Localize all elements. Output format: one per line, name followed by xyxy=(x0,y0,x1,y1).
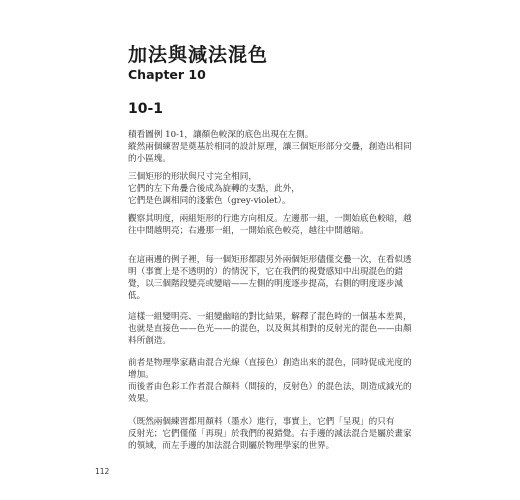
body-line: 料所創造。 xyxy=(128,336,171,346)
body-line: 三個矩形的形狀與尺寸完全相同， xyxy=(128,172,257,182)
section-heading: 10-1 xyxy=(128,101,164,117)
body-line: 的領域，而左手邊的加法混合則屬於物理學家的世界。 xyxy=(128,441,335,451)
body-line: 效果。 xyxy=(128,394,154,404)
body-line: 它們是色調相同的淺紫色（grey-violet）。 xyxy=(128,196,291,206)
body-line: 增加。 xyxy=(128,370,154,380)
body-line: 也就是直接色——色光——的混色，以及與其相對的反射光的混色——由顏 xyxy=(128,324,412,334)
body-line: 觀察其明度，兩組矩形的行進方向相反。左邊那一組，一開始底色較暗，越 xyxy=(128,214,412,224)
body-line: 的小區塊。 xyxy=(128,154,171,164)
chapter-title: 加法與減法混色 xyxy=(128,44,269,66)
body-line: 覺，以三個階段變亮或變暗——左側的明度逐步提高，右側的明度逐步減 xyxy=(128,279,404,289)
body-line: 在這兩邊的例子裡，每一個矩形都跟另外兩個矩形儘僅交疊一次，在看似透 xyxy=(128,255,412,265)
body-line: 往中間越明亮；右邊那一組，一開始底色較亮，越往中間越暗。 xyxy=(128,226,369,236)
body-line: 低。 xyxy=(128,291,146,301)
body-line: 縱然兩個練習是奠基於相同的設計原理，讓三個矩形部分交疊，創造出相同 xyxy=(128,142,412,152)
body-line: 而後者由色彩工作者混合顏料（間接的，反射色）的混色法，則造成減光的 xyxy=(128,382,412,392)
body-line: 它們的左下角疊合後成為旋轉的支點，此外， xyxy=(128,184,300,194)
body-line: 反射光；它們僅僅「再現」於我們的視錯覺。右手邊的減法混合是屬於畫家 xyxy=(128,429,412,439)
body-line: 積看圖例 10-1，讓顏色較深的底色出現在左側。 xyxy=(128,130,314,140)
body-line: 這樣一組變明亮、一組變幽暗的對比結果，解釋了混色時的一個基本差異， xyxy=(128,312,412,322)
body-line: （既然兩個練習都用顏料（墨水）進行，事實上，它們「呈現」的只有 xyxy=(128,417,395,427)
chapter-subtitle: Chapter 10 xyxy=(128,67,206,82)
page-number: 112 xyxy=(95,467,110,476)
body-line: 明（事實上是不透明的）的情況下，它在我們的視覺感知中出現混色的錯 xyxy=(128,267,404,277)
body-line: 前者是物理學家藉由混合光線（直接色）創造出來的混色，同時促成光度的 xyxy=(128,358,412,368)
